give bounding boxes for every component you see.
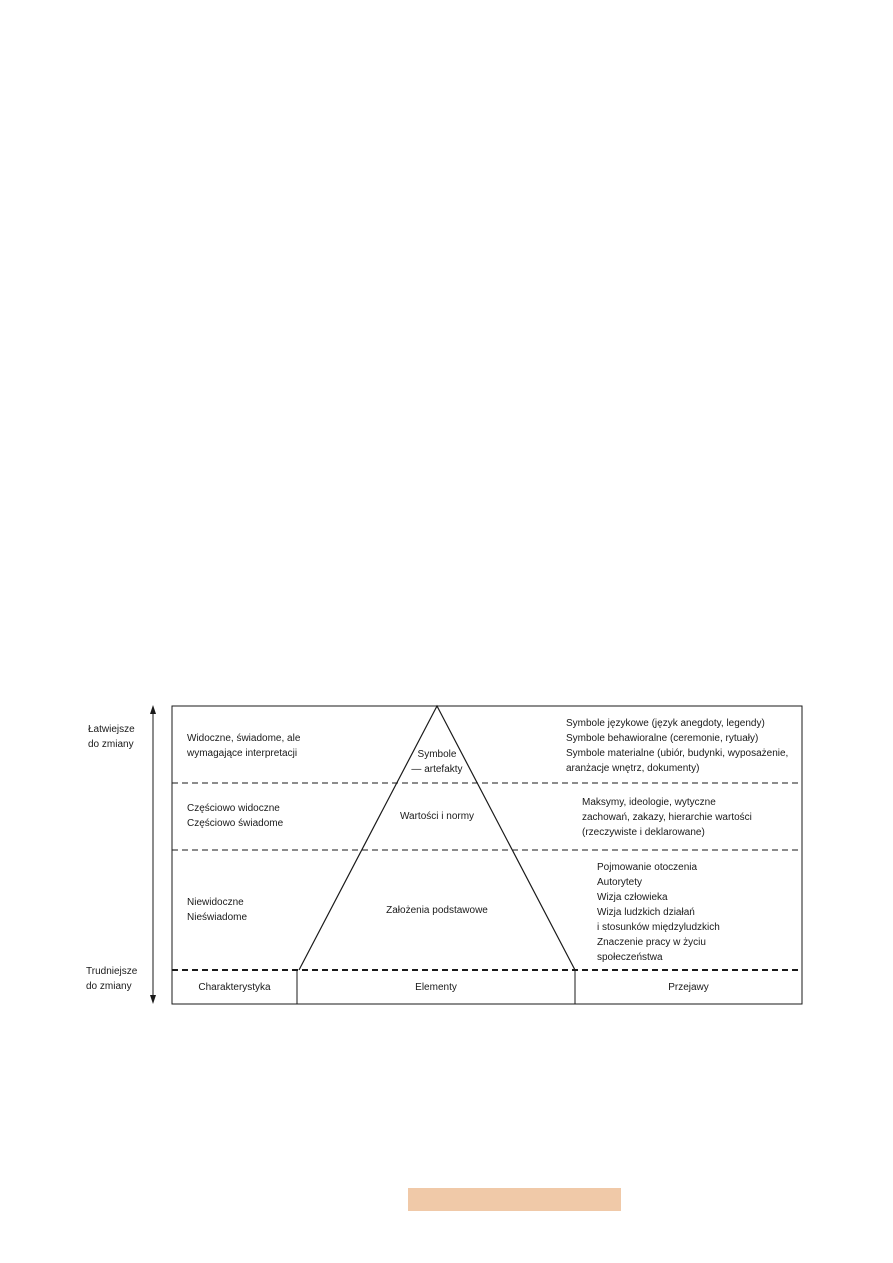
manifestations-values: Maksymy, ideologie, wytyczne zachowań, zakazy, hierarchie wartości (rzeczywiste i deklarowane) bbox=[582, 797, 752, 838]
column-header-characteristic: Charakterystyka bbox=[198, 982, 271, 993]
manifestations-assumptions: Pojmowanie otoczenia Autorytety Wizja człowieka Wizja ludzkich działań i stosunków międzyludzkich Znaczenie pracy w życiu społeczeństwa bbox=[597, 862, 720, 963]
footer-bar bbox=[408, 1188, 621, 1211]
scale-bottom-label: Trudniejsze do zmiany bbox=[86, 966, 138, 992]
characteristic-invisible: Niewidoczne Nieświadome bbox=[187, 897, 248, 923]
manifestations-symbols: Symbole językowe (język anegdoty, legendy) Symbole behawioralne (ceremonie, rytuały) Symbole materialne (ubiór, budynki, wyposażenie, aranżacje wnętrz, dokumenty) bbox=[566, 718, 789, 774]
pyramid bbox=[299, 706, 575, 970]
element-values-norms: Wartości i normy bbox=[399, 811, 475, 822]
characteristic-visible: Widoczne, świadome, ale wymagające interpretacji bbox=[187, 733, 301, 759]
element-basic-assumptions: Założenia podstawowe bbox=[386, 905, 488, 916]
characteristic-partly-visible: Częściowo widoczne Częściowo świadome bbox=[187, 803, 284, 829]
scale-top-label: Łatwiejsze do zmiany bbox=[88, 724, 135, 750]
column-header-manifestations: Przejawy bbox=[668, 982, 709, 993]
scale-arrow-up bbox=[150, 705, 156, 714]
scale-arrow-down bbox=[150, 995, 156, 1004]
column-header-elements: Elementy bbox=[415, 982, 457, 993]
element-symbols-artifacts: Symbole — artefakty bbox=[411, 749, 463, 775]
